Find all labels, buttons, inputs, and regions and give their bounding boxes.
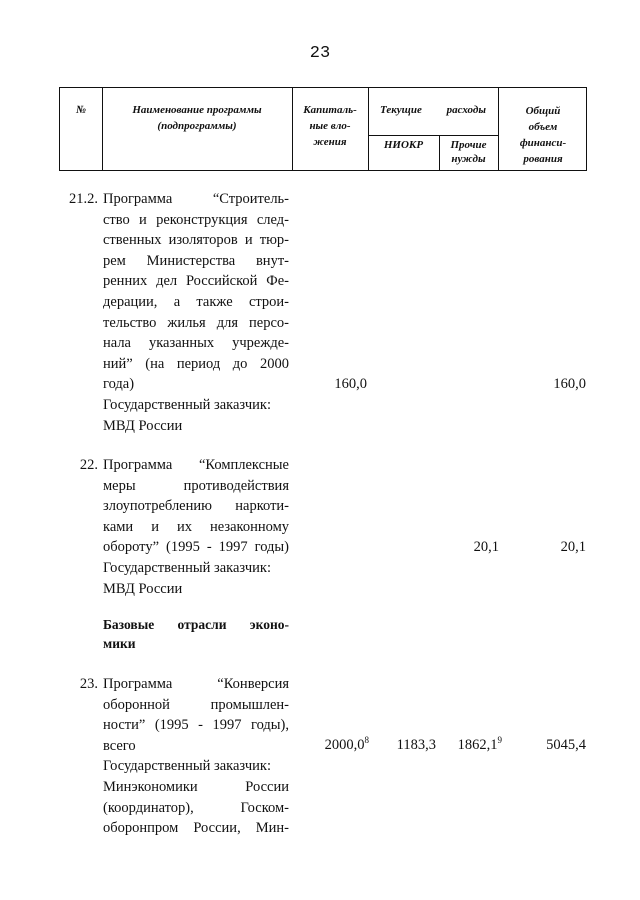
row-number: 22. (79, 457, 98, 473)
table-row (0, 455, 640, 605)
header-program-name: Наименование программы (подпрограммы) (132, 104, 262, 132)
header-niokr: НИОКР (383, 139, 424, 151)
header-other-needs: Прочие нужды (450, 139, 487, 165)
page-number: 23 (309, 44, 331, 63)
other-needs-value: 1862,1$^9$ (457, 735, 502, 753)
other-needs-value: 20,1 (473, 539, 499, 555)
program-description: Программа “Конверсия оборонной промышлен- ности” (1995 - 1997 годы), всего Государственный заказчик: Минэкономики России (координатор), Госком- оборонпром России, Мин- (103, 676, 289, 837)
header-total-financing: Общий объем финанси- рования (519, 105, 567, 165)
total-value: 160,0 (553, 376, 586, 392)
program-description: Программа “Строитель- ство и реконструкция след- ственных изоляторов и тюр- рем Министерства внут- ренних дел Российской Фе- дерации, а также строи- тельство жилья для персо- нала указанных учрежде- ний” (на период до 2000 года) Государственный заказчик: МВД России (103, 191, 289, 434)
header-number: № (75, 104, 87, 116)
row-number: 21.2. (69, 191, 98, 207)
table-row (0, 189, 640, 439)
niokr-value: 1183,3 (396, 737, 436, 753)
table-header (59, 87, 587, 171)
capital-value: 160,0 (334, 376, 367, 392)
table-row (0, 674, 640, 854)
total-value: 5045,4 (546, 737, 586, 753)
footnote-ref: 9 (497, 735, 502, 745)
capital-value: 2000,0$^8$ (324, 735, 369, 753)
header-capital: Капиталь- ные вло- жения (303, 104, 357, 148)
header-current-expenses: Текущие расходы (380, 104, 486, 116)
section-title: Базовые отрасли эконо- мики (103, 617, 289, 651)
footnote-ref: 8 (364, 735, 369, 745)
row-number: 23. (79, 676, 98, 692)
total-value: 20,1 (560, 539, 586, 555)
program-description: Программа “Комплексные меры противодействия злоупотреблению наркоти- ками и их незаконному обороту” (1995 - 1997 годы) Государственный заказчик: МВД России (103, 457, 289, 597)
